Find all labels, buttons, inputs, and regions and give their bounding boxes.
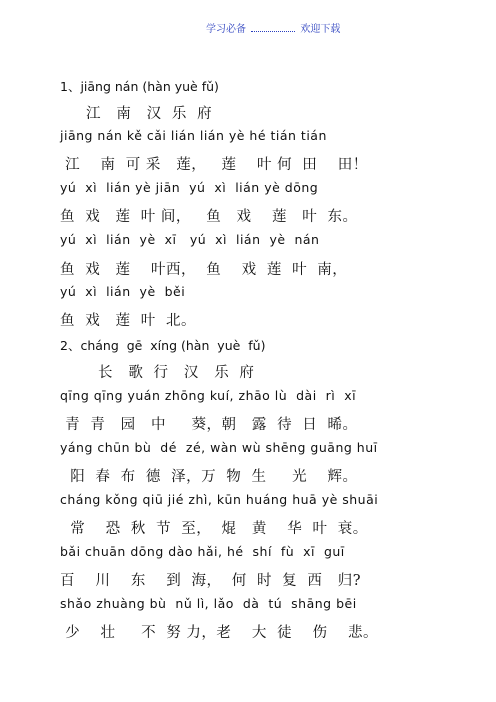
poem1-line3-pinyin: yú xì lián yè xī yú xì lián yè nán (60, 232, 320, 247)
poem1-line1-pinyin: jiāng nán kě cǎi lián lián yè hé tián tián (60, 128, 327, 143)
poem2-line1-pinyin: qīng qīng yuán zhōng kuí, zhāo lù dài rì xī (60, 388, 357, 403)
poem1-line1-hanzi: 江 南 可 采 莲， 莲 叶 何 田 田！ (60, 157, 368, 173)
poem2-line4-hanzi: 百 川 东 到 海， 何 时 复 西 归? (60, 573, 362, 589)
header-right-text: 欢迎下载 (300, 24, 341, 35)
poem2-line1-hanzi: 青 青 园 中 葵，朝 露 待 日 晞。 (60, 417, 358, 433)
poem2-line5-pinyin: shǎo zhuàng bù nǔ lì, lǎo dà tú shāng bēi (60, 596, 357, 611)
poem1-line2-pinyin: yú xì lián yè jiān yú xì lián yè dōng (60, 180, 319, 195)
poem1-subtitle: 江 南 汉 乐 府 (86, 106, 213, 122)
poem2-line2-hanzi: 阳 春 布 德 泽，万 物 生 光 辉。 (60, 469, 358, 485)
header-divider (251, 23, 295, 32)
poem1-line2-hanzi: 鱼 戏 莲 叶 间， 鱼 戏 莲 叶 东。 (60, 209, 358, 225)
poem2-line3-hanzi: 常 恐 秋 节 至， 焜 黄 华 叶 衰。 (60, 521, 368, 537)
poem2-line5-hanzi: 少 壮 不 努 力，老 大 徒 伤 悲。 (60, 625, 378, 641)
poem1-line4-hanzi: 鱼 戏 莲 叶 北。 (60, 313, 196, 329)
header-left-text: 学习必备 (206, 24, 246, 35)
poem2-line4-pinyin: bǎi chuān dōng dào hǎi, hé shí fù xī guī (60, 544, 345, 559)
page-header (206, 20, 340, 35)
poem1-line3-hanzi: 鱼 戏 莲 叶西， 鱼 戏 莲 叶 南， (60, 262, 348, 278)
poem2-line2-pinyin: yáng chūn bù dé zé, wàn wù shēng guāng huī (60, 440, 378, 455)
poem2-line3-pinyin: cháng kǒng qiū jié zhì, kūn huáng huā yè shuāi (60, 492, 379, 507)
poem1-title: 1、jiāng nán (hàn yuè fǔ) (60, 79, 219, 94)
poem2-title: 2、cháng gē xíng (hàn yuè fǔ) (60, 338, 266, 353)
poem2-subtitle: 长 歌 行 汉 乐 府 (98, 365, 255, 381)
poem1-line4-pinyin: yú xì lián yè běi (60, 284, 186, 299)
